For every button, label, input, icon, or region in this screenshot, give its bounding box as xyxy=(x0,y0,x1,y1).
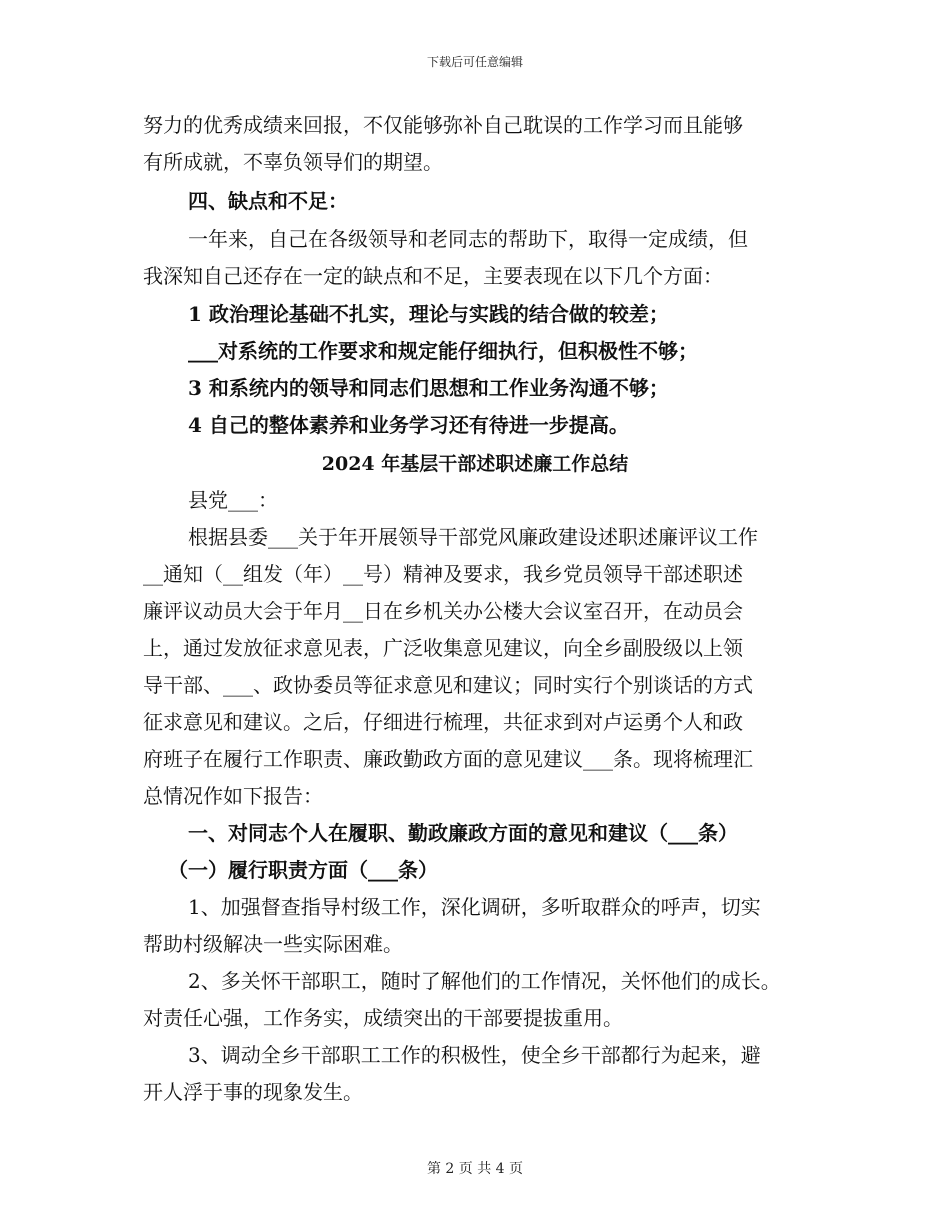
body-line: 上，通过发放征求意见表，广泛收集意见建议，向全乡副股级以上领 xyxy=(143,636,743,660)
body-line: 导干部、___、政协委员等征求意见和建议；同时实行个别谈话的方式 xyxy=(143,673,753,697)
body-line: 一年来，自己在各级领导和老同志的帮助下，取得一定成绩，但 xyxy=(188,227,748,251)
body-line: 1、加强督查指导村级工作，深化调研，多听取群众的呼声，切实 xyxy=(188,895,761,919)
body-line: 廉评议动员大会于年月__日在乡机关办公楼大会议室召开，在动员会 xyxy=(143,599,743,623)
body-line: 3、调动全乡干部职工工作的积极性，使全乡干部都行为起来，避 xyxy=(188,1043,761,1067)
body-line: 府班子在履行工作职责、廉政勤政方面的意见建议___条。现将梳理汇 xyxy=(143,747,753,771)
body-line: 努力的优秀成绩来回报，不仅能够弥补自己耽误的工作学习而且能够 xyxy=(143,113,743,137)
body-line: 帮助村级解决一些实际困难。 xyxy=(143,932,403,956)
document-title: 2024 年基层干部述职述廉工作总结 xyxy=(321,453,629,475)
salutation: 县党___： xyxy=(188,488,278,512)
section-heading: 四、缺点和不足： xyxy=(188,189,348,213)
list-item: 4 自己的整体素养和业务学习还有待进一步提高。 xyxy=(188,413,629,437)
page-header: 下载后可任意编辑 xyxy=(426,55,523,69)
list-item: ___对系统的工作要求和规定能仔细执行，但积极性不够； xyxy=(188,339,698,363)
body-line: 对责任心强，工作务实，成绩突出的干部要提拔重用。 xyxy=(143,1006,623,1030)
body-line: 征求意见和建议。之后，仔细进行梳理，共征求到对卢运勇个人和政 xyxy=(143,710,743,734)
page-footer: 第 2 页 共 4 页 xyxy=(426,1161,524,1177)
body-line: 总情况作如下报告： xyxy=(143,784,323,808)
body-line: 开人浮于事的现象发生。 xyxy=(143,1080,363,1104)
body-line: __通知（__组发（年）__号）精神及要求，我乡党员领导干部述职述 xyxy=(143,562,743,586)
body-line: 有所成就，不辜负领导们的期望。 xyxy=(143,150,443,174)
body-line: 我深知自己还存在一定的缺点和不足，主要表现在以下几个方面： xyxy=(143,264,723,288)
section-heading: 一、对同志个人在履职、勤政廉政方面的意见和建议（___条） xyxy=(188,821,738,845)
list-item: 1 政治理论基础不扎实，理论与实践的结合做的较差； xyxy=(188,302,669,326)
body-line: 根据县委___关于年开展领导干部党风廉政建设述职述廉评议工作 xyxy=(188,525,758,549)
body-line: 2、多关怀干部职工，随时了解他们的工作情况，关怀他们的成长。 xyxy=(188,969,781,993)
list-item: 3 和系统内的领导和同志们思想和工作业务沟通不够； xyxy=(188,376,669,400)
subsection-heading: （一）履行职责方面（___条） xyxy=(168,858,438,882)
